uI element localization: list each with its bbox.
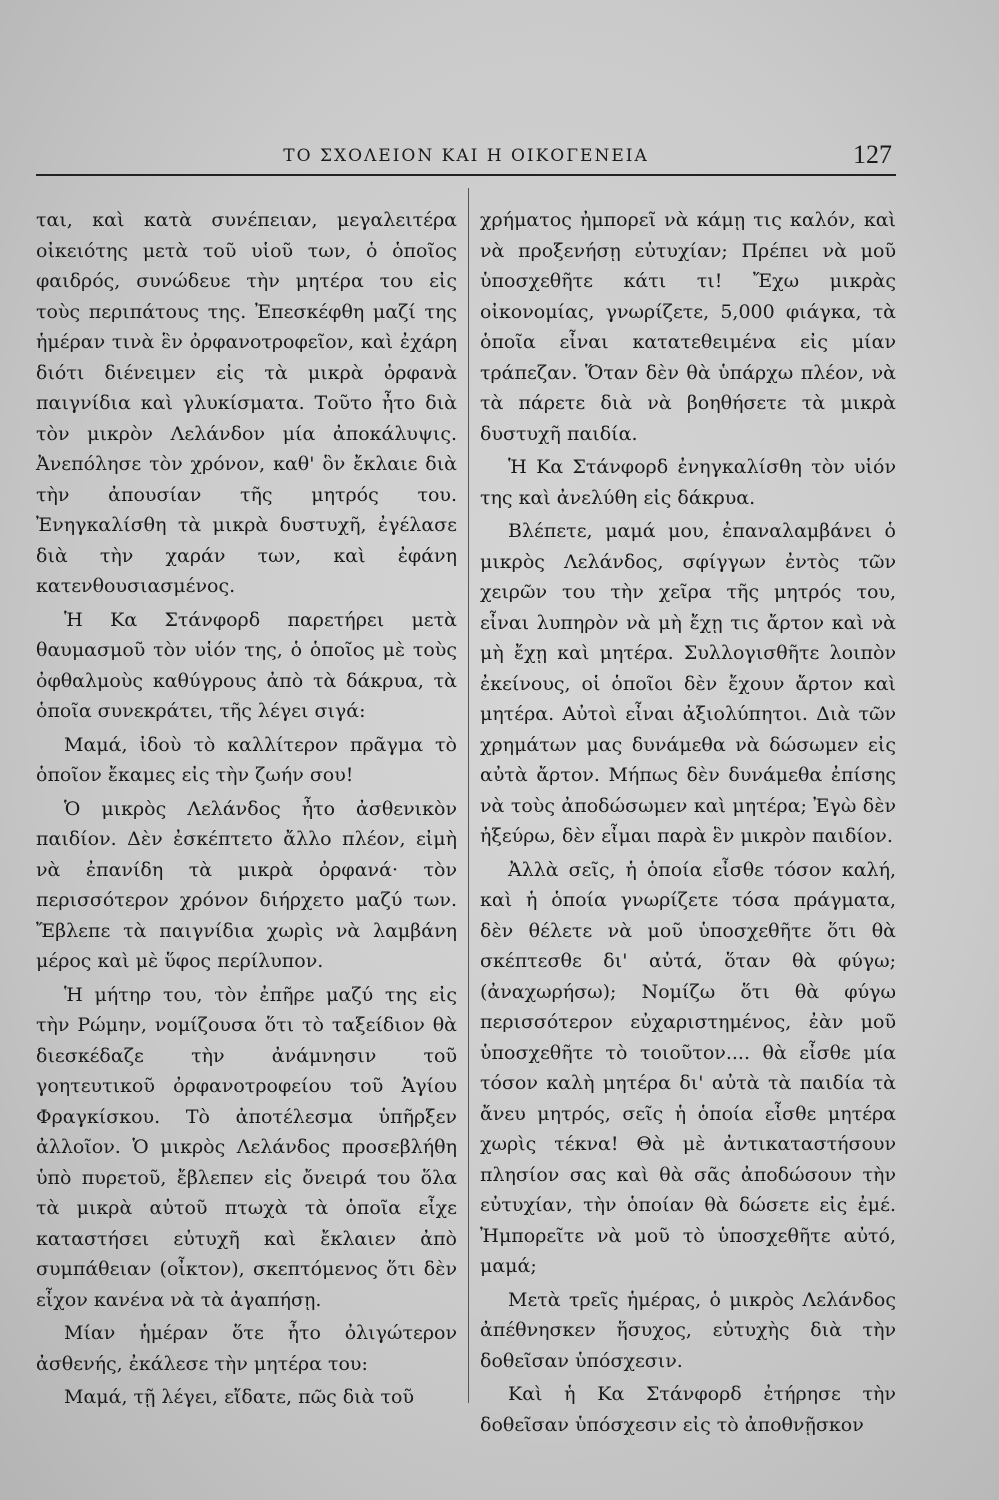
paragraph: Ἡ Κα Στάνφορδ παρετήρει μετὰ θαυμασμοῦ τὸν υἱόν της, ὁ ὁποῖος μὲ τοὺς ὀφθαλμοὺς καθύγρους ἀπὸ τὰ δάκρυα, τὰ ὁποῖα συνεκράτει, τῆς λέγει σιγά:	[36, 608, 457, 722]
paragraph: ται, καὶ κατὰ συνέπειαν, μεγαλειτέρα οἰκειότης μετὰ τοῦ υἱοῦ των, ὁ ὁποῖος φαιδρός, συνώδευε τὴν μητέρα του εἰς τοὺς περιπάτους της. Ἐπεσκέφθη μαζί της ἡμέραν τινὰ ἓν ὀρφανοτροφεῖον, καὶ ἐχάρη διότι διένειμεν εἰς τὰ μικρὰ ὀρφανὰ παιγνίδια καὶ γλυκίσματα. Τοῦτο ἦτο διὰ τὸν μικρὸν Λελάνδον μία ἀποκάλυψις. Ἀνεπόλησε τὸν χρόνον, καθ' ὃν ἔκλαιε διὰ τὴν ἀπουσίαν τῆς μητρός του. Ἐνηγκαλίσθη τὰ μικρὰ δυστυχῆ, ἐγέλασε διὰ τὴν χαράν των, καὶ ἐφάνη κατενθουσιασμένος.	[36, 209, 457, 597]
right-text-column	[480, 205, 896, 1443]
paragraph: Καὶ ἡ Κα Στάνφορδ ἐτήρησε τὴν δοθεῖσαν ὑπόσχεσιν εἰς τὸ ἀποθνῇσκον	[480, 1383, 896, 1436]
paragraph: Μαμά, τῇ λέγει, εἴδατε, πῶς διὰ τοῦ	[64, 1386, 415, 1408]
paragraph: χρήματος ἠμπορεῖ νὰ κάμῃ τις καλόν, καὶ νὰ προξενήσῃ εὐτυχίαν; Πρέπει νὰ μοῦ ὑποσχεθῆτε κάτι τι! Ἔχω μικρὰς οἰκονομίας, γνωρίζετε, 5,000 φιάγκα, τὰ ὁποῖα εἶναι κατατεθειμένα εἰς μίαν τράπεζαν. Ὅταν δὲν θὰ ὑπάρχω πλέον, νὰ τὰ πάρετε διὰ νὰ βοηθήσετε τὰ μικρὰ δυστυχῆ παιδία.	[480, 209, 896, 445]
paragraph: Βλέπετε, μαμά μου, ἐπαναλαμβάνει ὁ μικρὸς Λελάνδος, σφίγγων ἐντὸς τῶν χειρῶν του τὴν χεῖρα τῆς μητρός του, εἶναι λυπηρὸν νὰ μὴ ἔχῃ τις ἄρτον καὶ νὰ μὴ ἔχῃ καὶ μητέρα. Συλλογισθῆτε λοιπὸν ἐκείνους, οἱ ὁποῖοι δὲν ἔχουν ἄρτον καὶ μητέρα. Αὐτοὶ εἶναι ἀξιολύπητοι. Διὰ τῶν χρημάτων μας δυνάμεθα νὰ δώσωμεν εἰς αὐτὰ ἄρτον. Μήπως δὲν δυνάμεθα ἐπίσης νὰ τοὺς ἀποδώσωμεν καὶ μητέρα; Ἐγὼ δὲν ἠξεύρω, δὲν εἶμαι παρὰ ἓν μικρὸν παιδίον.	[480, 520, 896, 847]
paragraph: Μετὰ τρεῖς ἡμέρας, ὁ μικρὸς Λελάνδος ἀπέθνησκεν ἥσυχος, εὐτυχὴς διὰ τὴν δοθεῖσαν ὑπόσχεσιν.	[480, 1288, 896, 1372]
paragraph: Ἡ Κα Στάνφορδ ἐνηγκαλίσθη τὸν υἱόν της καὶ ἀνελύθη εἰς δάκρυα.	[480, 456, 896, 509]
page-number: 127	[853, 140, 892, 169]
left-text-column	[36, 205, 457, 1416]
paragraph: Ἀλλὰ σεῖς, ἡ ὁποία εἶσθε τόσον καλή, καὶ ἡ ὁποία γνωρίζετε τόσα πράγματα, δὲν θέλετε νὰ μοῦ ὑποσχεθῆτε ὅτι θὰ σκέπτεσθε δι' αὐτά, ὅταν θὰ φύγω; (ἀναχωρήσω); Νομίζω ὅτι θὰ φύγω περισσότερον εὐχαριστημένος, ἐὰν μοῦ ὑποσχεθῆτε τὸ τοιοῦτον.... θὰ εἶσθε μία τόσον καλὴ μητέρα δι' αὐτὰ τὰ παιδία τὰ ἄνευ μητρός, σεῖς ἡ ὁποία εἶσθε μητέρα χωρὶς τέκνα! Θὰ μὲ ἀντικαταστήσουν πλησίον σας καὶ θὰ σᾶς ἀποδώσουν τὴν εὐτυχίαν, τὴν ὁποίαν θὰ δώσετε εἰς ἐμέ. Ἠμπορεῖτε νὰ μοῦ τὸ ὑποσχεθῆτε αὐτό, μαμά;	[480, 858, 896, 1277]
paragraph: Μαμά, ἰδοὺ τὸ καλλίτερον πρᾶγμα τὸ ὁποῖον ἔκαμες εἰς τὴν ζωήν σου!	[36, 733, 457, 786]
column-divider	[468, 188, 469, 1403]
paragraph: Ὁ μικρὸς Λελάνδος ἦτο ἀσθενικὸν παιδίον. Δὲν ἐσκέπτετο ἄλλο πλέον, εἰμὴ νὰ ἐπανίδη τὰ μικρὰ ὀρφανά· τὸν περισσότερον χρόνον διήρχετο μαζύ των. Ἔβλεπε τὰ παιγνίδια χωρὶς νὰ λαμβάνη μέρος καὶ μὲ ὕφος περίλυπον.	[36, 797, 457, 972]
paragraph: Ἡ μήτηρ του, τὸν ἐπῆρε μαζύ της εἰς τὴν Ρώμην, νομίζουσα ὅτι τὸ ταξείδιον θὰ διεσκέδαζε τὴν ἀνάμνησιν τοῦ γοητευτικοῦ ὀρφανοτροφείου τοῦ Ἁγίου Φραγκίσκου. Τὸ ἀποτέλεσμα ὑπῆρξεν ἀλλοῖον. Ὁ μικρὸς Λελάνδος προσεβλήθη ὑπὸ πυρετοῦ, ἔβλεπεν εἰς ὄνειρά του ὅλα τὰ μικρὰ αὐτοῦ πτωχὰ τὰ ὁποῖα εἶχε καταστήσει εὐτυχῆ καὶ ἔκλαιεν ἀπὸ συμπάθειαν (οἶκτον), σκεπτόμενος ὅτι δὲν εἶχον κανένα νὰ τὰ ἀγαπήσῃ.	[36, 983, 457, 1311]
running-title: ΤΟ ΣΧΟΛΕΙΟΝ ΚΑΙ Η ΟΙΚΟΓΕΝΕΙΑ	[283, 146, 649, 166]
page-header	[36, 140, 896, 176]
paragraph: Μίαν ἡμέραν ὅτε ἦτο ὀλιγώτερον ἀσθενής, ἐκάλεσε τὴν μητέρα του:	[36, 1322, 457, 1375]
